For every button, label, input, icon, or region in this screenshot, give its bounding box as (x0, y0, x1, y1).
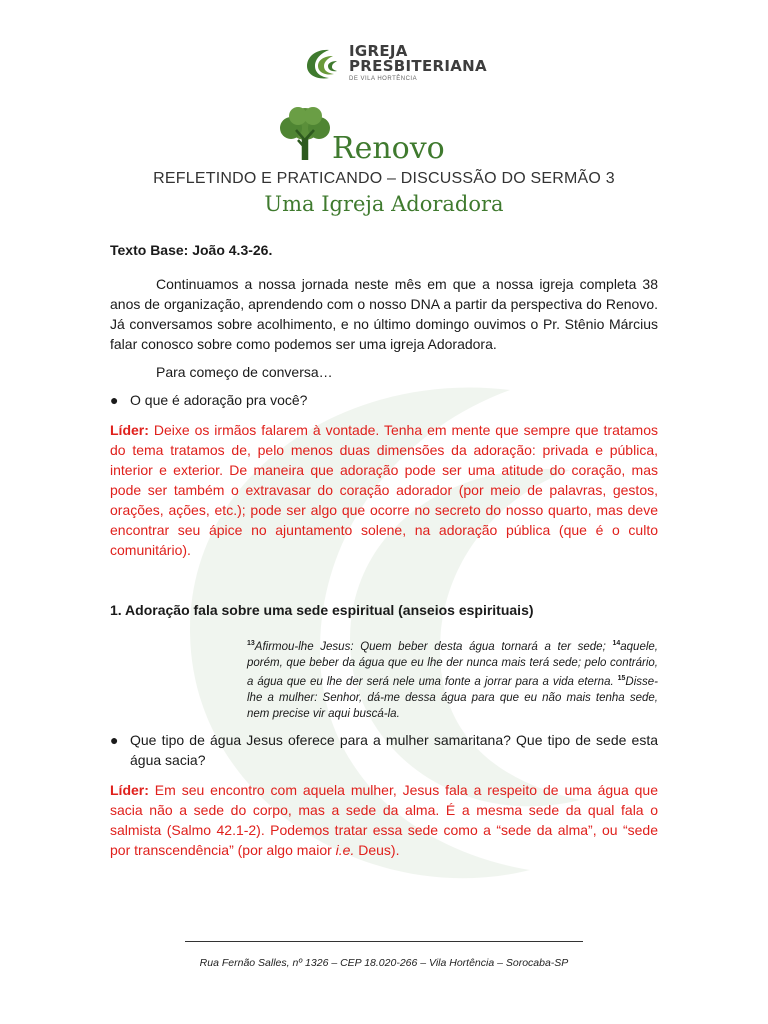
verse-number: 15 (617, 674, 626, 682)
verse-text: Disse-lhe a mulher: Senhor, dá-me dessa água para que eu não mais tenha sede, nem precise vir aqui buscá-la. (247, 675, 658, 720)
leader-label: Líder: (110, 781, 149, 798)
scripture-quote (247, 636, 658, 722)
leader-note-1 (110, 420, 658, 560)
bullet-icon: ● (110, 392, 119, 408)
footer-address: Rua Fernão Salles, nº 1326 – CEP 18.020-266 – Vila Hortência – Sorocaba-SP (199, 957, 569, 969)
tree-icon (274, 104, 336, 162)
leader-note-1-text: Deixe os irmãos falarem à vontade. Tenha em mente que sempre que tratamos do tema tratamos de, pelo menos duas dimensões da adoração: privada e pública, interior e exterior. De maneira que adoração pode ser uma atitude do coração, mas pode ser também o extravasar do coração adorador (por meio de palavras, gestos, orações, ações, etc.); pode ser algo que ocorre no secreto do nosso quarto, mas deve encontrar seu ápice no ajuntamento solene, na adoração pública (que é o culto comunitário). (110, 422, 658, 558)
document-subtitle: REFLETINDO E PRATICANDO – DISCUSSÃO DO SERMÃO 3 (153, 170, 615, 187)
verse-number: 14 (612, 640, 621, 647)
logo-line-3: DE VILA HORTÊNCIA (349, 76, 418, 82)
document-body (110, 240, 658, 860)
verse-number: 13 (247, 640, 255, 647)
ie-abbreviation: i.e. (335, 841, 355, 858)
intro-paragraph: Continuamos a nossa jornada neste mês em que a nossa igreja completa 38 anos de organização, aprendendo com o nosso DNA a partir da perspectiva do Renovo. Já conversamos sobre acolhimento, e no último domingo ouvimos o Pr. Stênio Március falar conosco sobre como podemos ser uma igreja Adoradora. (110, 276, 658, 352)
leader-note-2 (110, 780, 658, 860)
logo-line-2: PRESBITERIANA (349, 57, 487, 75)
question-1-text: O que é adoração pra você? (130, 392, 308, 408)
verse-text: aquele, porém, que beber da água que eu lhe der nunca mais terá sede; pelo contrário, a água que eu lhe der será nele uma fonte a jorrar para a vida eterna. (247, 640, 658, 688)
verse-text: Afirmou-lhe Jesus: Quem beber desta água tornará a ter sede; (254, 640, 613, 653)
leader-label: Líder: (110, 422, 149, 438)
base-text: Texto Base: João 4.3-26. (110, 242, 273, 258)
bullet-icon: ● (110, 731, 119, 748)
church-logo (303, 44, 487, 82)
logo-line-1: IGREJA (349, 42, 408, 60)
renovo-brand (274, 104, 445, 166)
leaf-logo-icon (303, 46, 345, 80)
leader-note-2-text: Em seu encontro com aquela mulher, Jesus fala a respeito de uma água que sacia não a sede do corpo, mas a sede da alma. É a mesma sede da qual fala o salmista (Salmo 42.1-2). Podemos tratar essa sede como a “sede da alma”, ou “sede por transcendência” (por algo maior (110, 781, 658, 858)
question-bullet-2 (110, 730, 658, 770)
renovo-word: Renovo (332, 131, 445, 166)
question-2-text: Que tipo de água Jesus oferece para a mulher samaritana? Que tipo de sede esta água sacia? (130, 731, 658, 768)
leader-note-2-end: Deus). (354, 841, 400, 858)
starter-paragraph: Para começo de conversa… (156, 364, 333, 380)
document-title: Uma Igreja Adoradora (264, 192, 504, 216)
question-bullet-1 (110, 390, 658, 410)
section-1-title: 1. Adoração fala sobre uma sede espiritual (anseios espirituais) (110, 602, 534, 618)
footer-divider (185, 941, 583, 942)
